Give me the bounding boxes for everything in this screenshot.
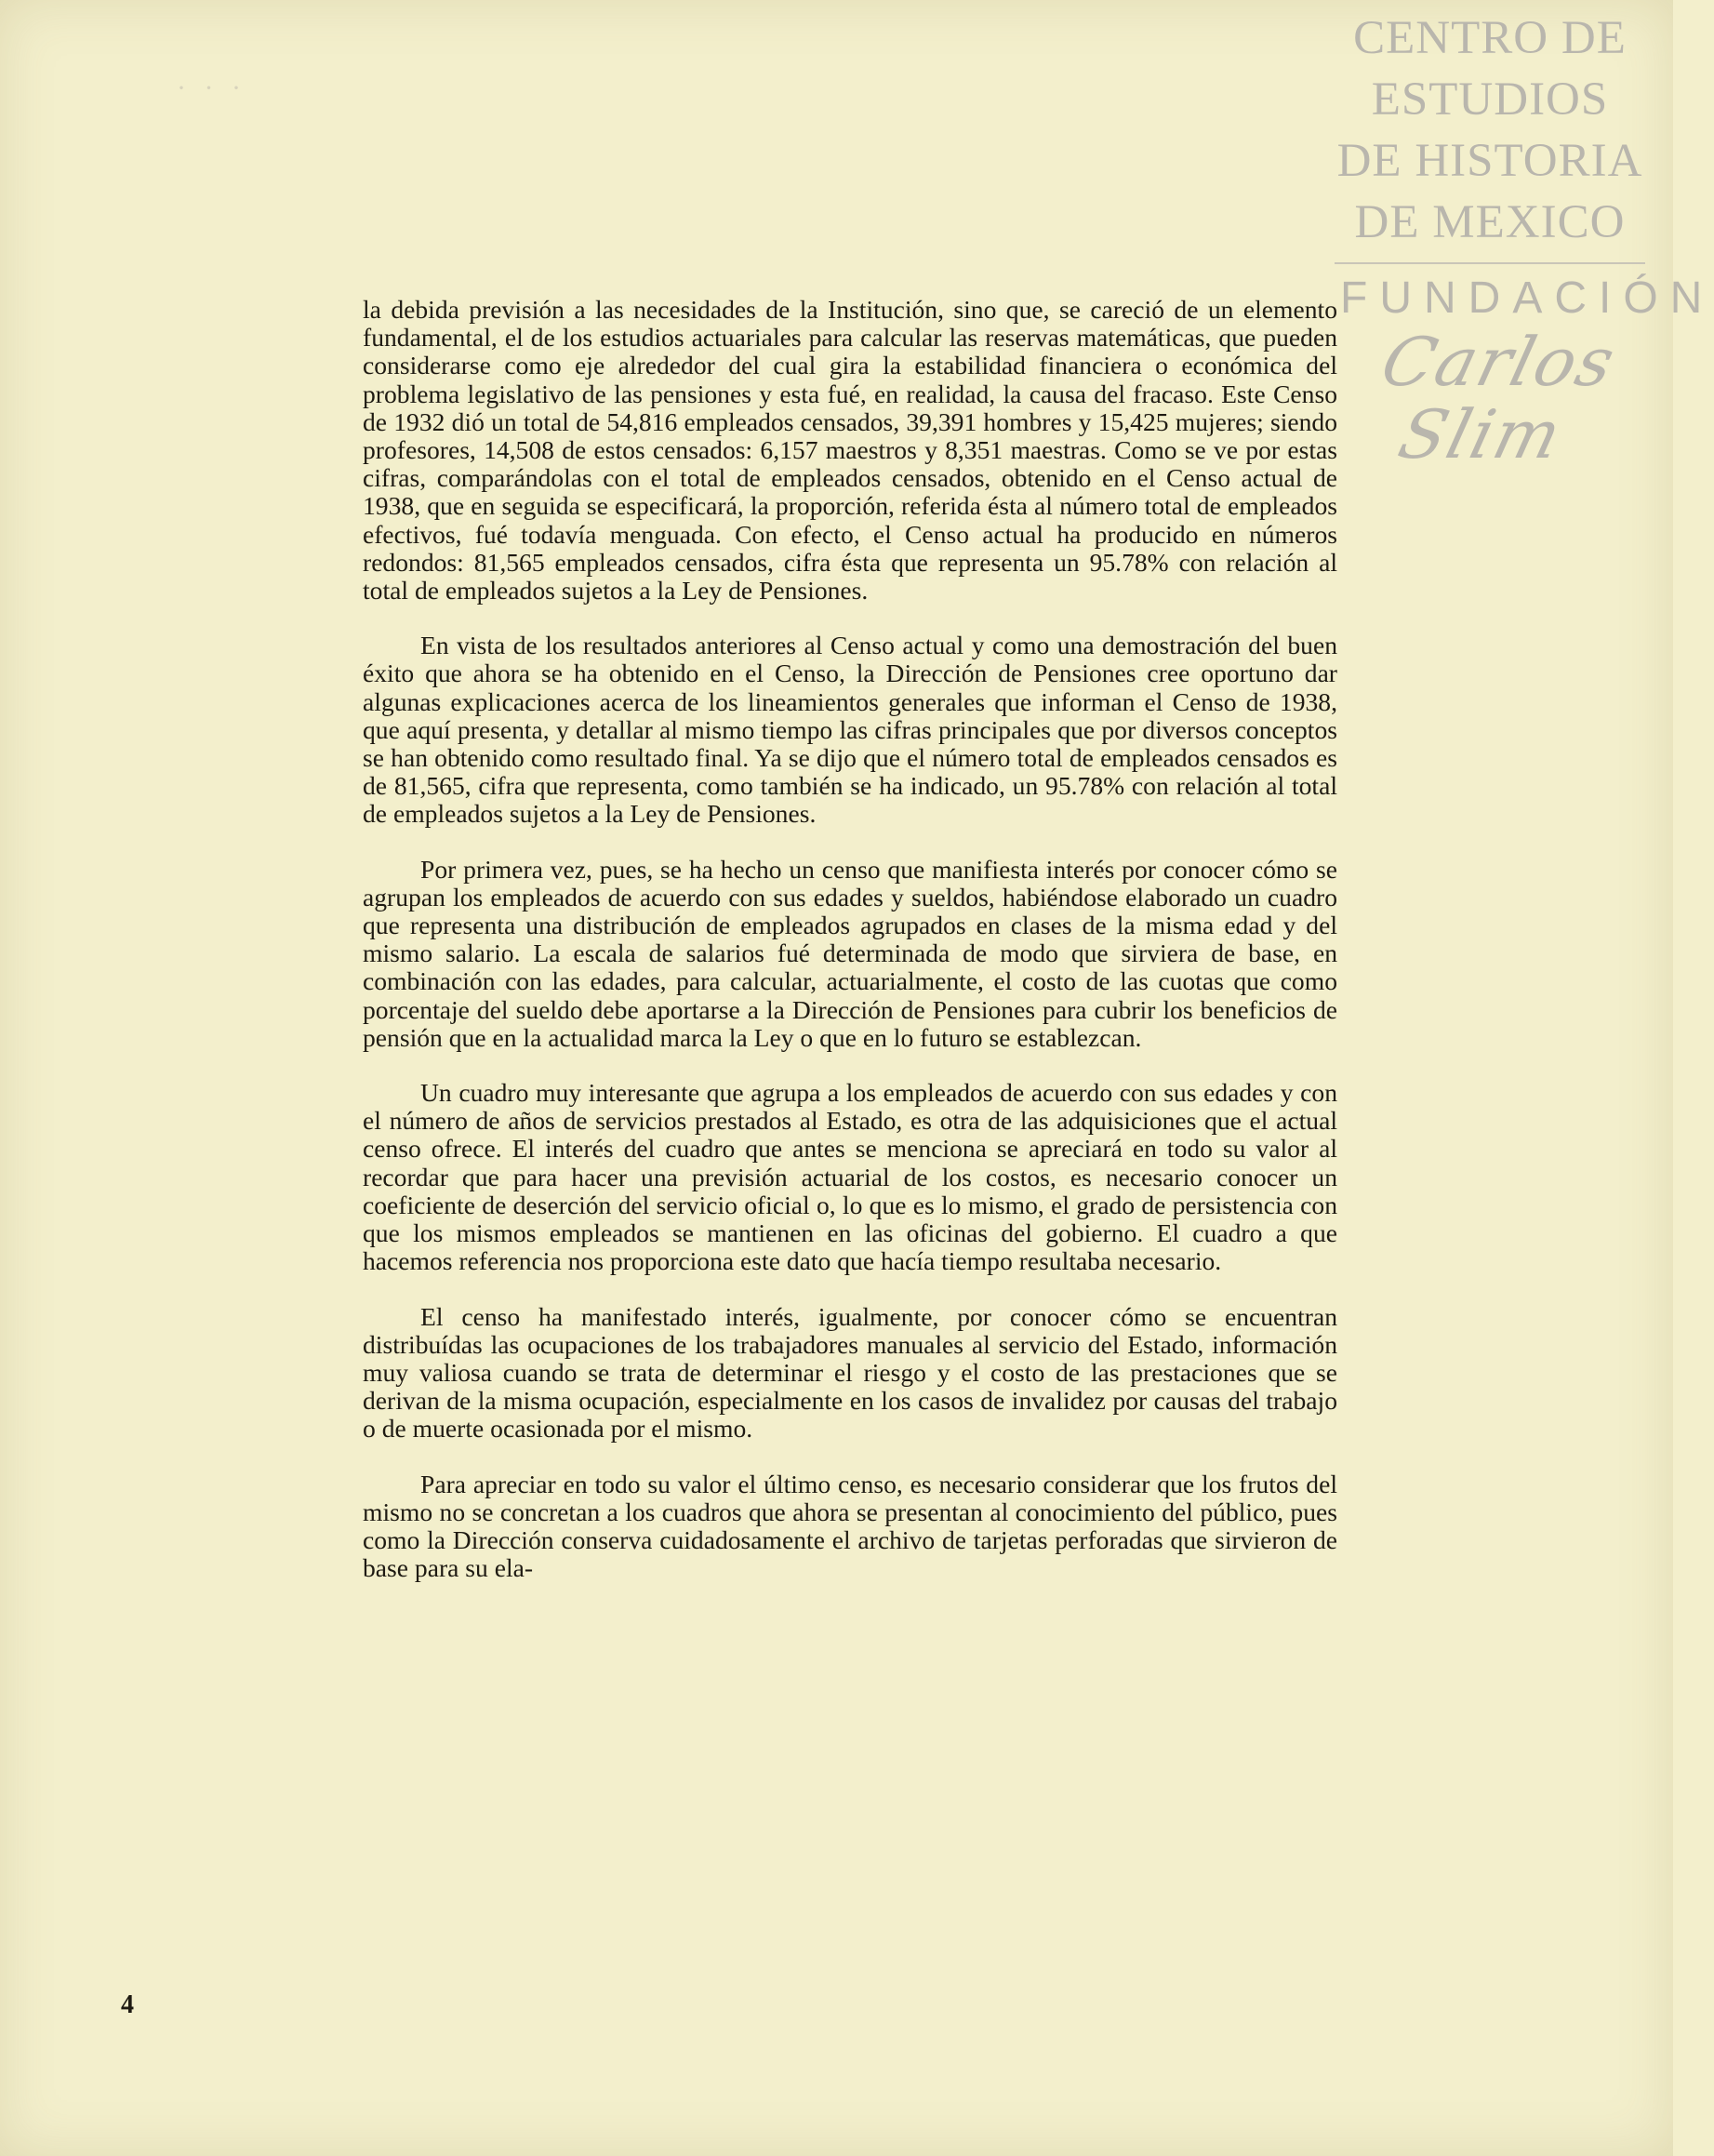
watermark-signature: Carlos Slim [1374,323,1625,473]
faint-stamp-mark: · · · [177,73,246,103]
page-number: 4 [121,1990,134,2019]
archive-watermark [1327,7,1714,473]
paragraph-5: El censo ha manifestado interés, igualmente, por conocer cómo se encuentran distribuídas las ocupaciones de los trabajadores manuales al servicio del Estado, información muy valiosa cuando se trata de determinar el riesgo y el costo de las prestaciones que se derivan de la misma ocupación, especialmente en los casos de invalidez por causas del trabajo o de muerte ocasionada por el mismo. [363,1301,1337,1444]
watermark-line-2: ESTUDIOS [1371,73,1609,126]
paragraph-1: la debida previsión a las necesidades de la Institución, sino que, se careció de un elemento fundamental, el de los estudios actuariales para calcular las reservas matemáticas, que pueden considerarse como eje alrededor del cual gira la estabilidad financiera o económica del problema legislativo de las pensiones y esta fué, en realidad, la causa del fracaso. Este Censo de 1932 dió un total de 54,816 empleados censados, 39,391 hombres y 15,425 mujeres; siendo profesores, 14,508 de estos censados: 6,157 maestros y 8,351 maestras. Como se ve por estas cifras, comparándolas con el total de empleados censados, obtenido en el Censo actual de 1938, que en seguida se especificará, la proporción, referida ésta al número total de empleados efectivos, fué todavía menguada. Con efecto, el Censo actual ha producido en números redondos: 81,565 empleados censados, cifra ésta que representa un 95.78% con relación al total de empleados sujetos a la Ley de Pensiones. [363,295,1337,606]
document-body [363,296,1337,1609]
watermark-line-1: CENTRO DE [1353,12,1627,64]
paragraph-2: En vista de los resultados anteriores al Censo actual y como una demostración del buen éxito que ahora se ha obtenido en el Censo, la Dirección de Pensiones cree oportuno dar algunas explicaciones acerca de los lineamientos generales que informan el Censo de 1938, que aquí presenta, y detallar al mismo tiempo las cifras principales que por diversos conceptos se han obtenido como resultado final. Ya se dijo que el número total de empleados censados es de 81,565, cifra que representa, como también se ha indicado, un 95.78% con relación al total de empleados sujetos a la Ley de Pensiones. [363,631,1337,829]
paragraph-3: Por primera vez, pues, se ha hecho un censo que manifiesta interés por conocer cómo se agrupan los empleados de acuerdo con sus edades y sueldos, habiéndose elaborado un cuadro que representa una distribución de empleados agrupados en clases de la misma edad y del mismo salario. La escala de salarios fué determinada de modo que sirviera de base, en combinación con las edades, para calcular, actuarialmente, el costo de las cuotas que como porcentaje del sueldo debe aportarse a la Dirección de Pensiones para cubrir los beneficios de pensión que en la actualidad marca la Ley o que en lo futuro se establezcan. [363,854,1337,1052]
watermark-line-4: DE MEXICO [1354,196,1626,248]
paragraph-4: Un cuadro muy interesante que agrupa a los empleados de acuerdo con sus edades y con el número de años de servicios prestados al Estado, es otra de las adquisiciones que el actual censo ofrece. El interés del cuadro que antes se menciona se apreciará en todo su valor al recordar que para hacer una previsión actuarial de los costos, es necesario conocer un coeficiente de deserción del servicio oficial o, lo que es lo mismo, el grado de persistencia con que los mismos empleados se mantienen en las oficinas del gobierno. El cuadro a que hacemos referencia nos proporciona este dato que hacía tiempo resultaba necesario. [363,1078,1337,1276]
watermark-line-3: DE HISTORIA [1336,135,1643,187]
watermark-divider [1335,262,1645,264]
paragraph-6: Para apreciar en todo su valor el último censo, es necesario considerar que los frutos del mismo no se concretan a los cuadros que ahora se presentan al conocimiento del público, pues como la Dirección conserva cuidadosamente el archivo de tarjetas perforadas que sirvieron de base para su ela- [363,1469,1337,1583]
watermark-fundacion: FUNDACIÓN [1340,273,1714,323]
